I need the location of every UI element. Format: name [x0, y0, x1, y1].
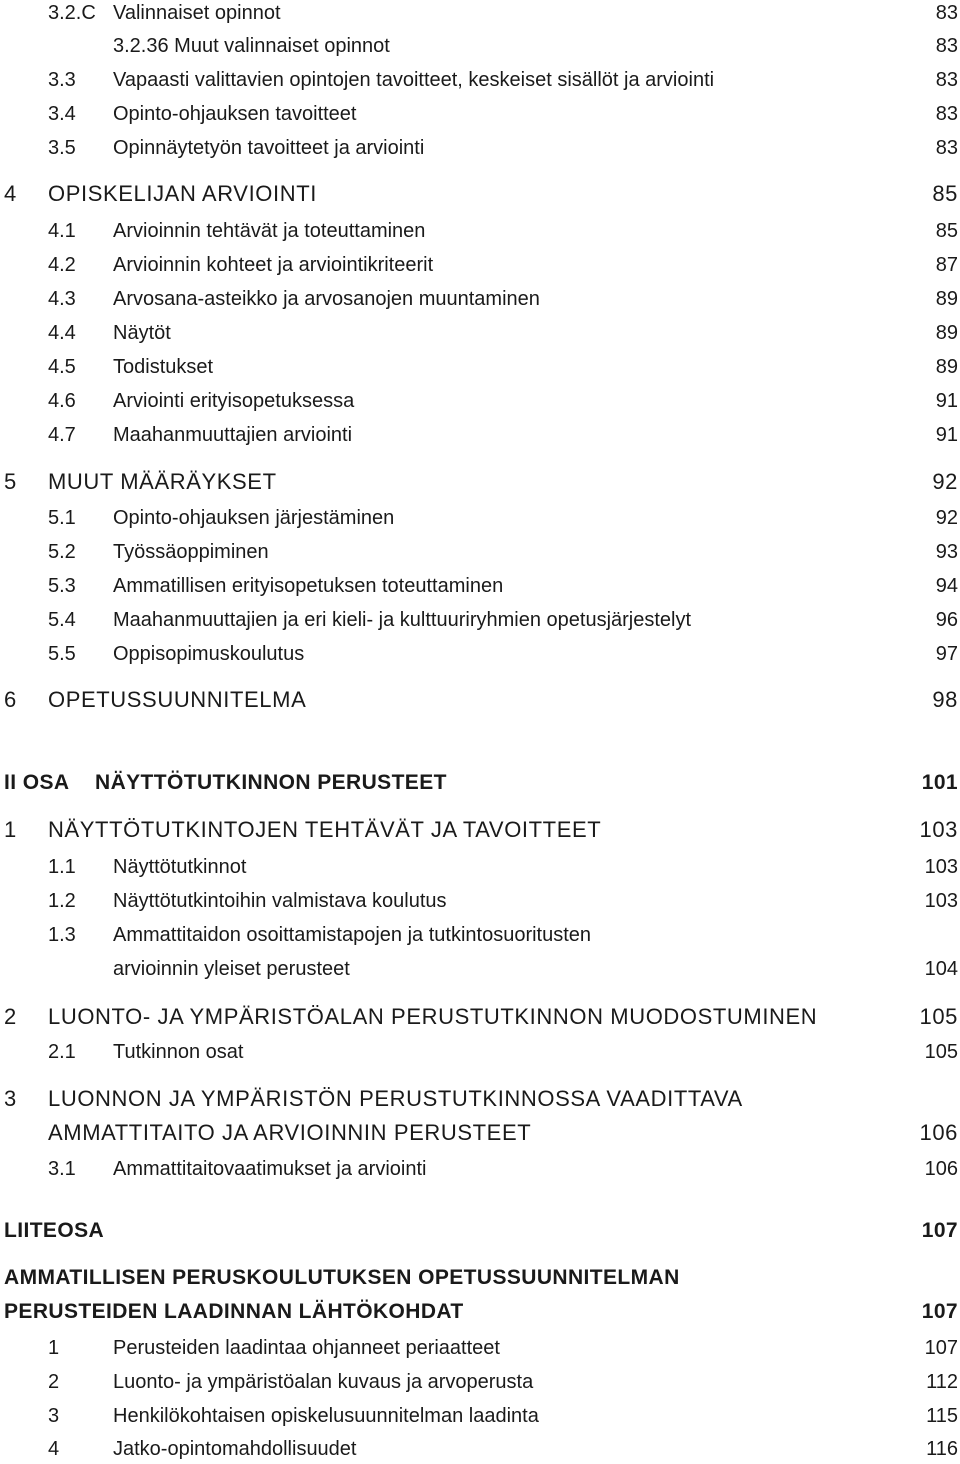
- entry-title: PERUSTEIDEN LAADINNAN LÄHTÖKOHDAT: [4, 1300, 464, 1323]
- entry-page: 93: [935, 541, 958, 563]
- entry-page: 97: [935, 643, 958, 665]
- entry-title: Näyttötutkinnot: [113, 856, 247, 878]
- entry-page: 89: [935, 288, 958, 310]
- entry-number: 5.5: [48, 643, 76, 665]
- toc-chapter: [0, 467, 960, 497]
- entry-page: 83: [935, 2, 958, 24]
- entry-page: 106: [924, 1158, 958, 1180]
- entry-title: Ammattitaidon osoittamistapojen ja tutkintosuoritusten: [113, 924, 592, 946]
- toc-chapter: [0, 1084, 960, 1114]
- entry-title: Valinnaiset opinnot: [113, 2, 281, 24]
- toc-entry: [0, 571, 960, 601]
- entry-number: 4.7: [48, 424, 76, 446]
- entry-page: 89: [935, 322, 958, 344]
- entry-page: 107: [921, 1219, 958, 1242]
- entry-title: LUONNON JA YMPÄRISTÖN PERUSTUTKINNOSSA VAADITTAVA: [48, 1086, 743, 1111]
- entry-page: 92: [935, 507, 958, 529]
- toc-entry: [0, 133, 960, 163]
- entry-number: 1: [48, 1337, 60, 1359]
- entry-number: 5.3: [48, 575, 76, 597]
- entry-title: AMMATILLISEN PERUSKOULUTUKSEN OPETUSSUUNNITELMAN: [4, 1266, 680, 1289]
- entry-title: Opinto-ohjauksen järjestäminen: [113, 507, 395, 529]
- toc-chapter: [0, 1002, 960, 1032]
- entry-page: 105: [924, 1041, 958, 1063]
- entry-number: 4.3: [48, 288, 76, 310]
- toc-entry: [0, 886, 960, 916]
- toc-entry: [0, 65, 960, 95]
- entry-page: 103: [924, 856, 958, 878]
- entry-number: 3.3: [48, 69, 76, 91]
- toc-entry: [0, 216, 960, 246]
- entry-number: 4.4: [48, 322, 76, 344]
- entry-page: 115: [926, 1405, 958, 1427]
- entry-number: 4.2: [48, 254, 76, 276]
- entry-page: 89: [935, 356, 958, 378]
- toc-entry: [0, 1333, 960, 1363]
- entry-page: 83: [935, 35, 958, 57]
- toc-chapter: [0, 1118, 960, 1148]
- toc-entry: [0, 852, 960, 882]
- entry-title: Arviointi erityisopetuksessa: [113, 390, 355, 412]
- toc-part: [0, 1216, 960, 1246]
- entry-title: Näyttötutkintoihin valmistava koulutus: [113, 890, 447, 912]
- entry-page: 83: [935, 69, 958, 91]
- toc-entry: [0, 0, 960, 28]
- toc-entry: [0, 31, 960, 61]
- entry-page: 101: [921, 771, 958, 794]
- entry-page: 87: [935, 254, 958, 276]
- toc-entry: [0, 537, 960, 567]
- entry-title: Arvosana-asteikko ja arvosanojen muuntaminen: [113, 288, 540, 310]
- entry-page: 106: [919, 1120, 958, 1145]
- entry-title: Henkilökohtaisen opiskelusuunnitelman laadinta: [113, 1405, 539, 1427]
- entry-number: 1.1: [48, 856, 76, 878]
- entry-title: Näytöt: [113, 322, 171, 344]
- entry-number: 1: [4, 817, 17, 842]
- entry-number: 4: [4, 181, 17, 206]
- entry-number: 5.4: [48, 609, 76, 631]
- entry-number: 3.2.C: [48, 2, 96, 24]
- toc-entry: [0, 639, 960, 669]
- entry-title: AMMATTITAITO JA ARVIOINNIN PERUSTEET: [48, 1120, 532, 1145]
- entry-page: 91: [935, 424, 958, 446]
- toc-entry: [0, 954, 960, 984]
- entry-number: 3.1: [48, 1158, 76, 1180]
- entry-page: 103: [924, 890, 958, 912]
- toc-entry: [0, 250, 960, 280]
- entry-title: Perusteiden laadintaa ohjanneet periaatteet: [113, 1337, 500, 1359]
- toc-entry: [0, 1037, 960, 1067]
- entry-title: Tutkinnon osat: [113, 1041, 244, 1063]
- toc-entry: [0, 386, 960, 416]
- entry-title: 3.2.36 Muut valinnaiset opinnot: [113, 35, 390, 57]
- entry-page: 103: [919, 817, 958, 842]
- toc-entry: [0, 420, 960, 450]
- entry-title: MUUT MÄÄRÄYKSET: [48, 469, 277, 494]
- entry-number: 6: [4, 687, 17, 712]
- entry-title: Maahanmuuttajien arviointi: [113, 424, 353, 446]
- toc-chapter: [0, 685, 960, 715]
- toc-part: [0, 1297, 960, 1327]
- toc-entry: [0, 99, 960, 129]
- entry-number: 4.1: [48, 220, 76, 242]
- entry-title: arvioinnin yleiset perusteet: [113, 958, 350, 980]
- entry-title: Luonto- ja ympäristöalan kuvaus ja arvoperusta: [113, 1371, 534, 1393]
- toc-entry: [0, 1154, 960, 1184]
- entry-page: 85: [935, 220, 958, 242]
- entry-page: 116: [926, 1438, 958, 1460]
- entry-title: Opinto-ohjauksen tavoitteet: [113, 103, 357, 125]
- entry-title: OPETUSSUUNNITELMA: [48, 687, 307, 712]
- entry-title: Arvioinnin tehtävät ja toteuttaminen: [113, 220, 426, 242]
- entry-title: NÄYTTÖTUTKINNON PERUSTEET: [95, 771, 447, 794]
- entry-title: Työssäoppiminen: [113, 541, 269, 563]
- toc-entry: [0, 605, 960, 635]
- entry-page: 107: [921, 1300, 958, 1323]
- entry-page: 107: [924, 1337, 958, 1359]
- toc-part: [0, 1263, 960, 1293]
- entry-title: LIITEOSA: [4, 1219, 105, 1242]
- entry-number: 2: [48, 1371, 60, 1393]
- entry-page: 94: [935, 575, 958, 597]
- entry-number: 4: [48, 1438, 60, 1460]
- entry-title: Oppisopimuskoulutus: [113, 643, 305, 665]
- toc-entry: [0, 920, 960, 950]
- entry-number: 3.4: [48, 103, 76, 125]
- entry-number: 4.5: [48, 356, 76, 378]
- entry-number: 5: [4, 469, 17, 494]
- entry-title: OPISKELIJAN ARVIOINTI: [48, 181, 317, 206]
- entry-title: Todistukset: [113, 356, 214, 378]
- toc-entry: [0, 503, 960, 533]
- entry-page: 112: [926, 1371, 958, 1393]
- entry-title: Vapaasti valittavien opintojen tavoitteet, keskeiset sisällöt ja arviointi: [113, 69, 715, 91]
- entry-number: 2.1: [48, 1041, 76, 1063]
- entry-title: Opinnäytetyön tavoitteet ja arviointi: [113, 137, 425, 159]
- entry-number: 5.2: [48, 541, 76, 563]
- toc-chapter: [0, 815, 960, 845]
- entry-page: 98: [932, 687, 958, 712]
- entry-title: LUONTO- JA YMPÄRISTÖALAN PERUSTUTKINNON MUODOSTUMINEN: [48, 1004, 818, 1029]
- entry-title: Maahanmuuttajien ja eri kieli- ja kulttuuriryhmien opetusjärjestelyt: [113, 609, 692, 631]
- entry-title: NÄYTTÖTUTKINTOJEN TEHTÄVÄT JA TAVOITTEET: [48, 817, 602, 842]
- entry-number: 1.2: [48, 890, 76, 912]
- toc-chapter: [0, 179, 960, 209]
- entry-page: 92: [932, 469, 958, 494]
- toc-entry: [0, 352, 960, 382]
- toc-part: [0, 768, 960, 798]
- entry-title: Arvioinnin kohteet ja arviointikriteerit: [113, 254, 434, 276]
- entry-title: Jatko-opintomahdollisuudet: [113, 1438, 357, 1460]
- entry-title: Ammatillisen erityisopetuksen toteuttaminen: [113, 575, 504, 597]
- toc-entry: [0, 1401, 960, 1431]
- entry-page: 105: [919, 1004, 958, 1029]
- entry-number: 1.3: [48, 924, 76, 946]
- entry-page: 104: [924, 958, 958, 980]
- entry-number: 3: [4, 1086, 17, 1111]
- entry-page: 96: [935, 609, 958, 631]
- entry-number: 3: [48, 1405, 60, 1427]
- entry-number: 3.5: [48, 137, 76, 159]
- toc-entry: [0, 318, 960, 348]
- toc-entry: [0, 1434, 960, 1464]
- entry-number: II OSA: [4, 771, 70, 794]
- entry-page: 83: [935, 103, 958, 125]
- entry-title: Ammattitaitovaatimukset ja arviointi: [113, 1158, 427, 1180]
- entry-number: 5.1: [48, 507, 76, 529]
- entry-page: 85: [932, 181, 958, 206]
- entry-page: 83: [935, 137, 958, 159]
- entry-page: 91: [935, 390, 958, 412]
- entry-number: 4.6: [48, 390, 76, 412]
- toc-entry: [0, 1367, 960, 1397]
- toc-entry: [0, 284, 960, 314]
- entry-number: 2: [4, 1004, 17, 1029]
